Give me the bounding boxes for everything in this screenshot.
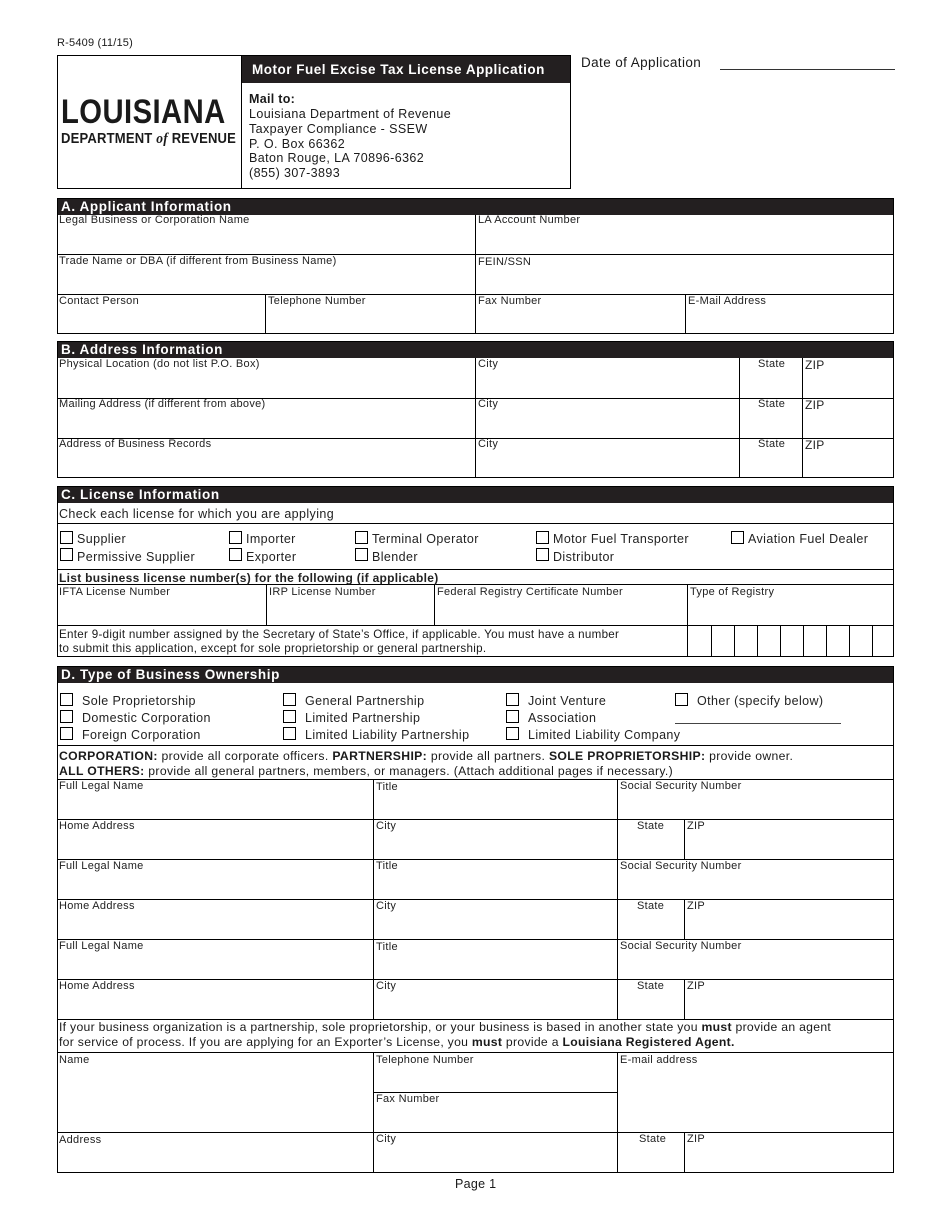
fax-field[interactable]: Fax Number <box>478 295 542 307</box>
form-number: R-5409 (11/15) <box>57 37 133 49</box>
joint-venture-label: Joint Venture <box>528 694 607 708</box>
distributor-label: Distributor <box>553 550 615 564</box>
llc-label: Limited Liability Company <box>528 728 681 742</box>
mail-to-heading: Mail to: <box>249 92 296 106</box>
mailing-address-field[interactable]: Mailing Address (if different from above) <box>59 398 266 410</box>
officer-3-city-field[interactable]: City <box>376 980 397 992</box>
fein-field[interactable]: FEIN/SSN <box>478 256 532 268</box>
limited-partnership-label: Limited Partnership <box>305 711 421 725</box>
legal-name-field[interactable]: Legal Business or Corporation Name <box>59 214 250 226</box>
other-label: Other (specify below) <box>697 694 824 708</box>
agent-address-field[interactable]: Address <box>59 1134 102 1146</box>
association-label: Association <box>528 711 597 725</box>
officer-2-name-field[interactable]: Full Legal Name <box>59 860 144 872</box>
blender-label: Blender <box>372 550 418 564</box>
section-d-title: D. Type of Business Ownership <box>57 666 894 683</box>
records-zip-field[interactable]: ZIP <box>805 438 825 452</box>
officer-2-zip-field[interactable]: ZIP <box>687 900 706 912</box>
telephone-field[interactable]: Telephone Number <box>268 295 366 307</box>
physical-city-field[interactable]: City <box>478 358 499 370</box>
contact-person-field[interactable]: Contact Person <box>59 295 140 307</box>
email-field[interactable]: E-Mail Address <box>688 295 767 307</box>
physical-zip-field[interactable]: ZIP <box>805 358 825 372</box>
agent-city-field[interactable]: City <box>376 1133 397 1145</box>
section-a-title: A. Applicant Information <box>57 198 894 215</box>
records-address-field[interactable]: Address of Business Records <box>59 438 212 450</box>
officer-1-zip-field[interactable]: ZIP <box>687 820 706 832</box>
officer-2-address-field[interactable]: Home Address <box>59 900 135 912</box>
domestic-corporation-checkbox[interactable] <box>60 710 73 723</box>
terminal-operator-label: Terminal Operator <box>372 532 479 546</box>
section-b-title: B. Address Information <box>57 341 894 358</box>
llp-label: Limited Liability Partnership <box>305 728 470 742</box>
mail-to-address: Louisiana Department of Revenue Taxpayer Compliance - SSEW P. O. Box 66362 Baton Rouge, LA 70896-6362 (855) 307-3893 <box>249 107 452 181</box>
officer-3-zip-field[interactable]: ZIP <box>687 980 706 992</box>
agent-instructions: If your business organization is a partnership, sole proprietorship, or your business is based in another state you must provide an agent for service of process. If you are applying for an Exporter’s License, you must provide a Louisiana Registered Agent. <box>59 1020 832 1049</box>
distributor-checkbox[interactable] <box>536 548 549 561</box>
officer-1-name-field[interactable]: Full Legal Name <box>59 780 144 792</box>
officer-1-address-field[interactable]: Home Address <box>59 820 135 832</box>
exporter-label: Exporter <box>246 550 297 564</box>
irp-field[interactable]: IRP License Number <box>269 586 376 598</box>
officer-3-address-field[interactable]: Home Address <box>59 980 135 992</box>
officer-2-state-field[interactable]: State <box>637 900 665 912</box>
aviation-fuel-dealer-label: Aviation Fuel Dealer <box>748 532 869 546</box>
officer-2-title-field[interactable]: Title <box>376 860 398 872</box>
supplier-checkbox[interactable] <box>60 531 73 544</box>
motor-fuel-transporter-checkbox[interactable] <box>536 531 549 544</box>
physical-state-field[interactable]: State <box>758 358 786 370</box>
agent-name-field[interactable]: Name <box>59 1054 90 1066</box>
officer-2-city-field[interactable]: City <box>376 900 397 912</box>
mailing-city-field[interactable]: City <box>478 398 499 410</box>
importer-label: Importer <box>246 532 296 546</box>
exporter-checkbox[interactable] <box>229 548 242 561</box>
mailing-zip-field[interactable]: ZIP <box>805 398 825 412</box>
section-c-title: C. License Information <box>57 486 894 503</box>
sos-number-boxes[interactable] <box>711 625 894 657</box>
officer-3-ssn-field[interactable]: Social Security Number <box>620 940 742 952</box>
other-specify-field[interactable] <box>675 723 841 724</box>
form-title: Motor Fuel Excise Tax License Application <box>242 56 570 83</box>
foreign-corporation-checkbox[interactable] <box>60 727 73 740</box>
la-account-field[interactable]: LA Account Number <box>478 214 581 226</box>
federal-registry-field[interactable]: Federal Registry Certificate Number <box>437 586 623 598</box>
officer-1-city-field[interactable]: City <box>376 820 397 832</box>
domestic-corporation-label: Domestic Corporation <box>82 711 211 725</box>
motor-fuel-transporter-label: Motor Fuel Transporter <box>553 532 689 546</box>
importer-checkbox[interactable] <box>229 531 242 544</box>
registry-type-field[interactable]: Type of Registry <box>690 586 775 598</box>
logo-department: DEPARTMENT of REVENUE <box>61 131 237 147</box>
date-of-application-field[interactable] <box>720 69 895 70</box>
date-of-application-label: Date of Application <box>581 55 702 70</box>
association-checkbox[interactable] <box>506 710 519 723</box>
officer-3-name-field[interactable]: Full Legal Name <box>59 940 144 952</box>
agent-fax-field[interactable]: Fax Number <box>376 1093 440 1105</box>
license-numbers-heading: List business license number(s) for the following (if applicable) <box>59 571 439 585</box>
license-instruction: Check each license for which you are applying <box>59 507 335 521</box>
limited-partnership-checkbox[interactable] <box>283 710 296 723</box>
aviation-fuel-dealer-checkbox[interactable] <box>731 531 744 544</box>
mailing-state-field[interactable]: State <box>758 398 786 410</box>
officer-3-title-field[interactable]: Title <box>376 941 398 953</box>
agent-telephone-field[interactable]: Telephone Number <box>376 1054 474 1066</box>
ifta-field[interactable]: IFTA License Number <box>59 586 171 598</box>
permissive-supplier-label: Permissive Supplier <box>77 550 196 564</box>
page-number: Page 1 <box>455 1177 497 1191</box>
physical-location-field[interactable]: Physical Location (do not list P.O. Box) <box>59 358 260 370</box>
general-partnership-label: General Partnership <box>305 694 425 708</box>
agent-state-field[interactable]: State <box>639 1133 667 1145</box>
other-checkbox[interactable] <box>675 693 688 706</box>
ownership-instructions: CORPORATION: provide all corporate officers. PARTNERSHIP: provide all partners. SOLE PROPRIETORSHIP: provide owner. ALL OTHERS: provide all general partners, members, or managers. (Attach additional pages if necessary.) <box>59 749 794 778</box>
officer-1-title-field[interactable]: Title <box>376 781 398 793</box>
agent-email-field[interactable]: E-mail address <box>620 1054 698 1066</box>
sos-instruction: Enter 9-digit number assigned by the Secretary of State’s Office, if applicable. You must have a number to submit this application, except for sole proprietorship or general partnership. <box>59 628 620 655</box>
sole-proprietorship-checkbox[interactable] <box>60 693 73 706</box>
general-partnership-checkbox[interactable] <box>283 693 296 706</box>
officer-1-ssn-field[interactable]: Social Security Number <box>620 780 742 792</box>
officer-1-state-field[interactable]: State <box>637 820 665 832</box>
llc-checkbox[interactable] <box>506 727 519 740</box>
foreign-corporation-label: Foreign Corporation <box>82 728 201 742</box>
permissive-supplier-checkbox[interactable] <box>60 548 73 561</box>
joint-venture-checkbox[interactable] <box>506 693 519 706</box>
trade-name-field[interactable]: Trade Name or DBA (if different from Business Name) <box>59 255 337 267</box>
terminal-operator-checkbox[interactable] <box>355 531 368 544</box>
sole-proprietorship-label: Sole Proprietorship <box>82 694 196 708</box>
officer-2-ssn-field[interactable]: Social Security Number <box>620 860 742 872</box>
records-state-field[interactable]: State <box>758 438 786 450</box>
records-city-field[interactable]: City <box>478 438 499 450</box>
llp-checkbox[interactable] <box>283 727 296 740</box>
officer-3-state-field[interactable]: State <box>637 980 665 992</box>
supplier-label: Supplier <box>77 532 127 546</box>
blender-checkbox[interactable] <box>355 548 368 561</box>
logo-louisiana: LOUISIANA <box>61 93 226 131</box>
agent-zip-field[interactable]: ZIP <box>687 1133 706 1145</box>
